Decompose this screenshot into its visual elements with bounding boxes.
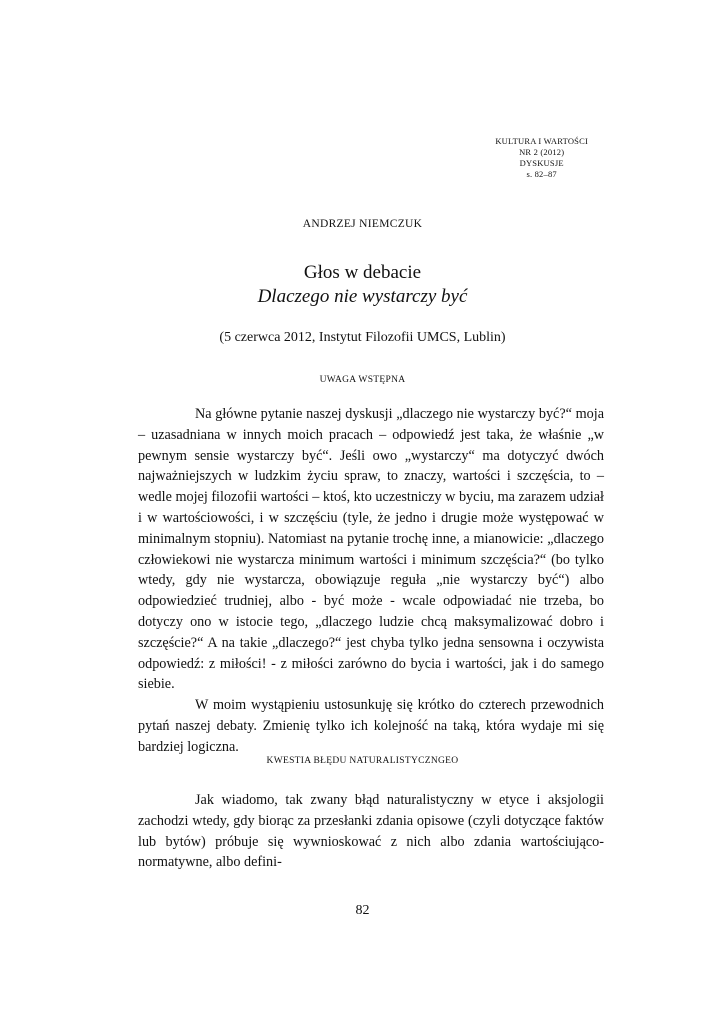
section-body-naturalistic-fallacy xyxy=(138,790,604,873)
page-number: 82 xyxy=(355,903,370,918)
section-heading-intro: UWAGA WSTĘPNA xyxy=(319,375,406,385)
journal-name: KULTURA I WARTOŚCI xyxy=(495,136,588,146)
journal-issue: NR 2 (2012) xyxy=(519,147,565,157)
author-name: ANDRZEJ NIEMCZUK xyxy=(302,218,423,230)
paragraph: W moim wystąpieniu ustosunkuję się krótko do czterech przewodnich pytań naszej debaty. Zmienię tylko ich kolejność na taką, która wydaje mi się bardziej logiczna. xyxy=(138,697,604,755)
paragraph: Na główne pytanie naszej dyskusji „dlaczego nie wystarczy być?“ moja – uzasadniana w innych moich pracach – odpowiedź jest taka, że właśnie „w pewnym sensie wystarczy być“. Jeśli owo „wystarczy“ ma dotyczyć dwóch najważniejszych w ludzkim życiu spraw, to znaczy, wartości i szczęścia, to – wedle mojej filozofii wartości – ktoś, kto uczestniczy w byciu, ma zarazem udział i w wartościowości, i w szczęściu (tyle, że jedno i drugie może występować w minimalnym stopniu). Natomiast na pytanie trochę inne, a mianowicie: „dlaczego człowiekowi nie wystarcza minimum wartości i minimum szczęścia?“ (bo tylko wtedy, gdy nie wystarcza, obowiązuje reguła „nie wystarczy być“) albo odpowiedzieć trudniej, albo - być może - wcale odpowiadać nie trzeba, bo dotyczy ono w istocie tego, „dlaczego ludzie chcą maksymalizować dobro i szczęście?“ A na takie „dlaczego?“ jest chyba tylko jedna sensowna i oczywista odpowiedź: z miłości! - z miłości zarówno do bycia i wartości, jak i do samego siebie. xyxy=(138,406,604,693)
dateline: (5 czerwca 2012, Instytut Filozofii UMCS, Lublin) xyxy=(219,330,506,345)
section-heading-naturalistic-fallacy: KWESTIA BŁĘDU NATURALISTYCZNGEO xyxy=(266,756,459,766)
article-subtitle: Dlaczego nie wystarczy być xyxy=(257,286,468,307)
paragraph: Jak wiadomo, tak zwany błąd naturalistyczny w etyce i aksjologii zachodzi wtedy, gdy biorąc za przesłanki zdania opisowe (czyli dotyczące faktów lub bytów) próbuje się wywnioskować z nich albo zdania wartościująco-normatywne, albo defini- xyxy=(138,792,604,871)
journal-pages: s. 82–87 xyxy=(526,169,557,179)
article-title: Głos w debacie xyxy=(303,262,422,283)
journal-section: DYSKUSJE xyxy=(519,158,564,168)
section-body-intro xyxy=(138,404,604,758)
journal-header xyxy=(495,136,588,180)
